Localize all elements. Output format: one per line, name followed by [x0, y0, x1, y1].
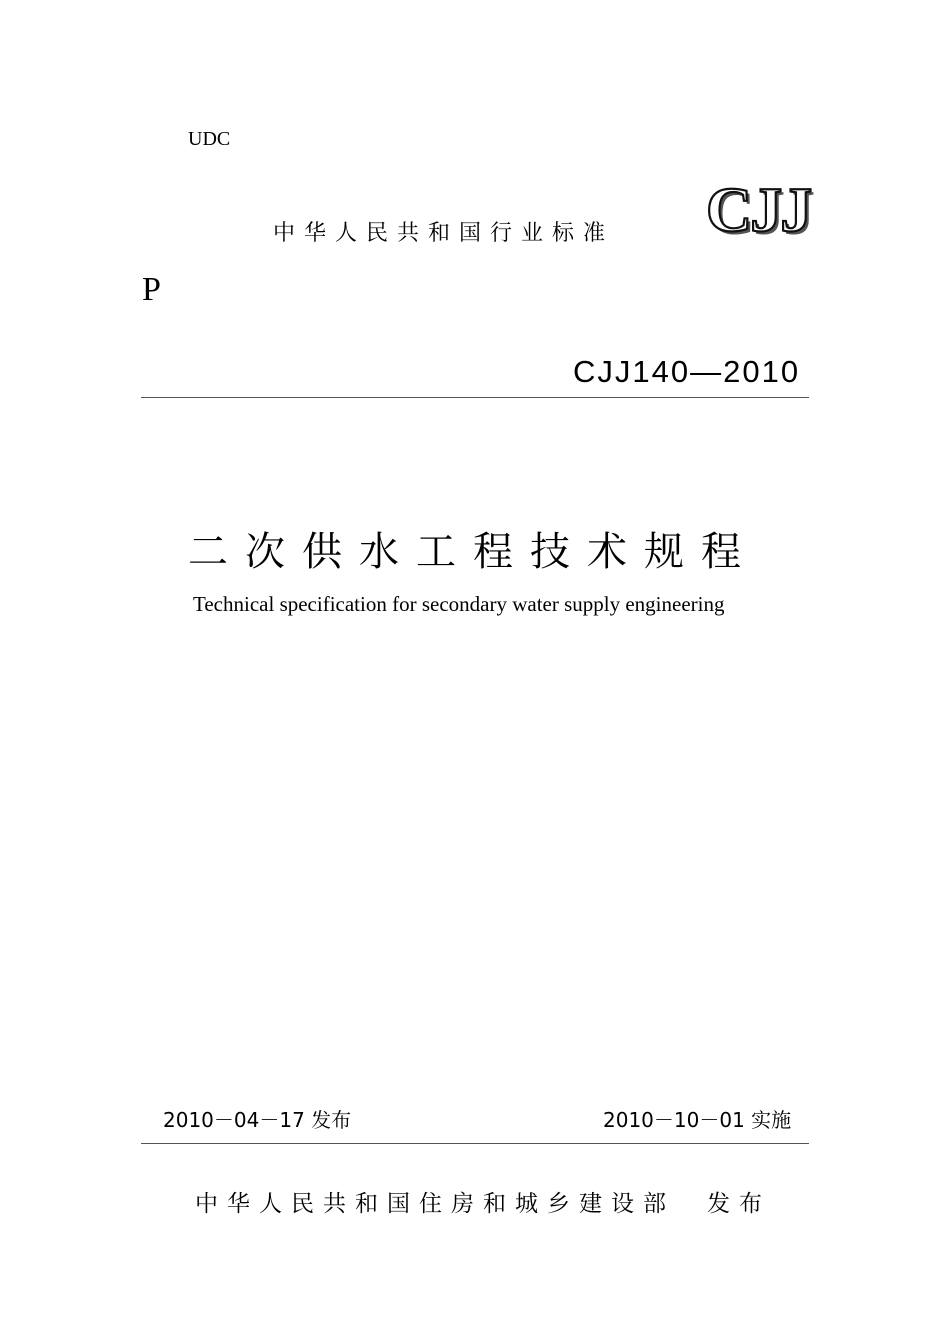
udc-label: UDC [188, 128, 231, 150]
document-title-chinese: 二次供水工程技术规程 [188, 529, 758, 575]
effective-date: 2010－10－01 实施 [603, 1108, 792, 1132]
industry-standard-title: 中华人民共和国行业标准 [273, 221, 615, 246]
cjj-logo: CJJ [706, 174, 811, 245]
top-divider [141, 397, 809, 398]
publisher: 中华人民共和国住房和城乡建设部 发布 [195, 1191, 771, 1217]
classification-letter: P [142, 271, 161, 308]
bottom-divider [141, 1143, 809, 1144]
issue-date: 2010－04－17 发布 [163, 1108, 352, 1132]
standard-number: CJJ140—2010 [573, 354, 801, 389]
document-title-english: Technical specification for secondary water supply engineering [193, 592, 725, 616]
